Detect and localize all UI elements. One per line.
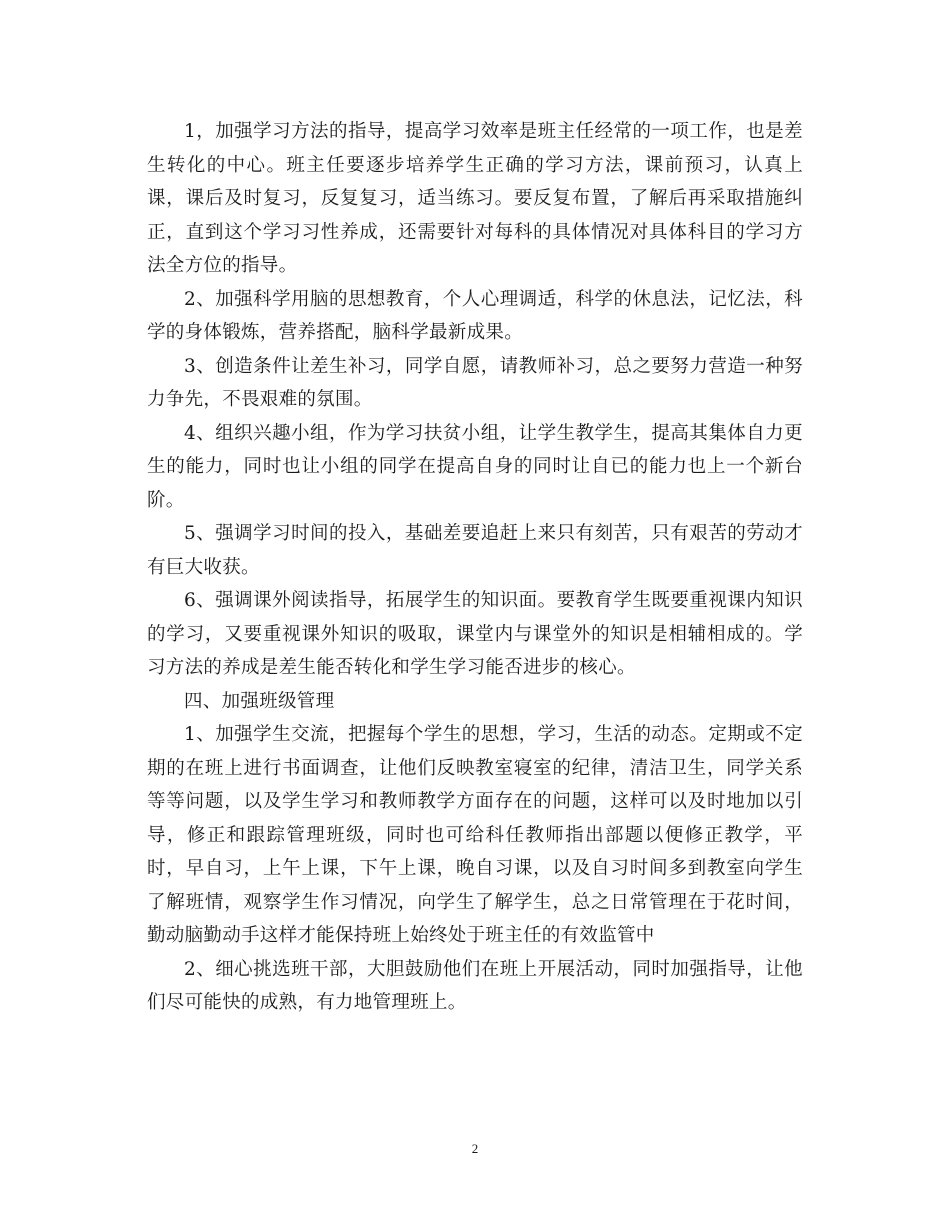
paragraph-class-cadres: 2、细心挑选班干部，大胆鼓励他们在班上开展活动，同时加强指导，让他们尽可能快的成熟，有力地管理班上。 xyxy=(147,958,803,1013)
page-number: 2 xyxy=(471,1141,479,1156)
paragraph-extracurricular-reading: 6、强调课外阅读指导，拓展学生的知识面。要教育学生既要重视课内知识的学习，又要重视课外知识的吸取，课堂内与课堂外的知识是相辅相成的。学习方法的养成是差生能否转化和学生学习能否进步的核心。 xyxy=(147,590,803,678)
document-body xyxy=(147,115,803,1020)
paragraph-study-methods: 1，加强学习方法的指导，提高学习效率是班主任经常的一项工作，也是差生转化的中心。班主任要逐步培养学生正确的学习方法，课前预习，认真上课，课后及时复习，反复复习，适当练习。要反复布置，了解后再采取措施纠正，直到这个学习习性养成，还需要针对每科的具体情况对具体科目的学习方法全方位的指导。 xyxy=(147,121,803,276)
paragraph-student-communication: 1、加强学生交流，把握每个学生的思想，学习，生活的动态。定期或不定期的在班上进行书面调查，让他们反映教室寝室的纪律，清洁卫生，同学关系等等问题，以及学生学习和教师教学方面存在的问题，这样可以及时地加以引导，修正和跟踪管理班级，同时也可给科任教师指出部题以便修正教学，平时，早自习，上午上课，下午上课，晚自习课，以及自习时间多到教室向学生了解班情，观察学生作习情况，向学生了解学生，总之日常管理在于花时间，勤动脑勤动手这样才能保持班上始终处于班主任的有效监管中 xyxy=(147,724,803,946)
paragraph-study-time: 5、强调学习时间的投入，基础差要追赶上来只有刻苦，只有艰苦的劳动才有巨大收获。 xyxy=(147,523,803,578)
section-heading-class-management: 四、加强班级管理 xyxy=(184,690,335,712)
paragraph-brain-education: 2、加强科学用脑的思想教育，个人心理调适，科学的休息法，记忆法，科学的身体锻炼，营养搭配，脑科学最新成果。 xyxy=(147,288,803,343)
paragraph-interest-groups: 4、组织兴趣小组，作为学习扶贫小组，让学生教学生，提高其集体自力更生的能力，同时也让小组的同学在提高自身的同时让自已的能力也上一个新台阶。 xyxy=(147,422,803,511)
paragraph-tutoring: 3、创造条件让差生补习，同学自愿，请教师补习，总之要努力营造一种努力争先，不畏艰难的氛围。 xyxy=(147,355,803,410)
